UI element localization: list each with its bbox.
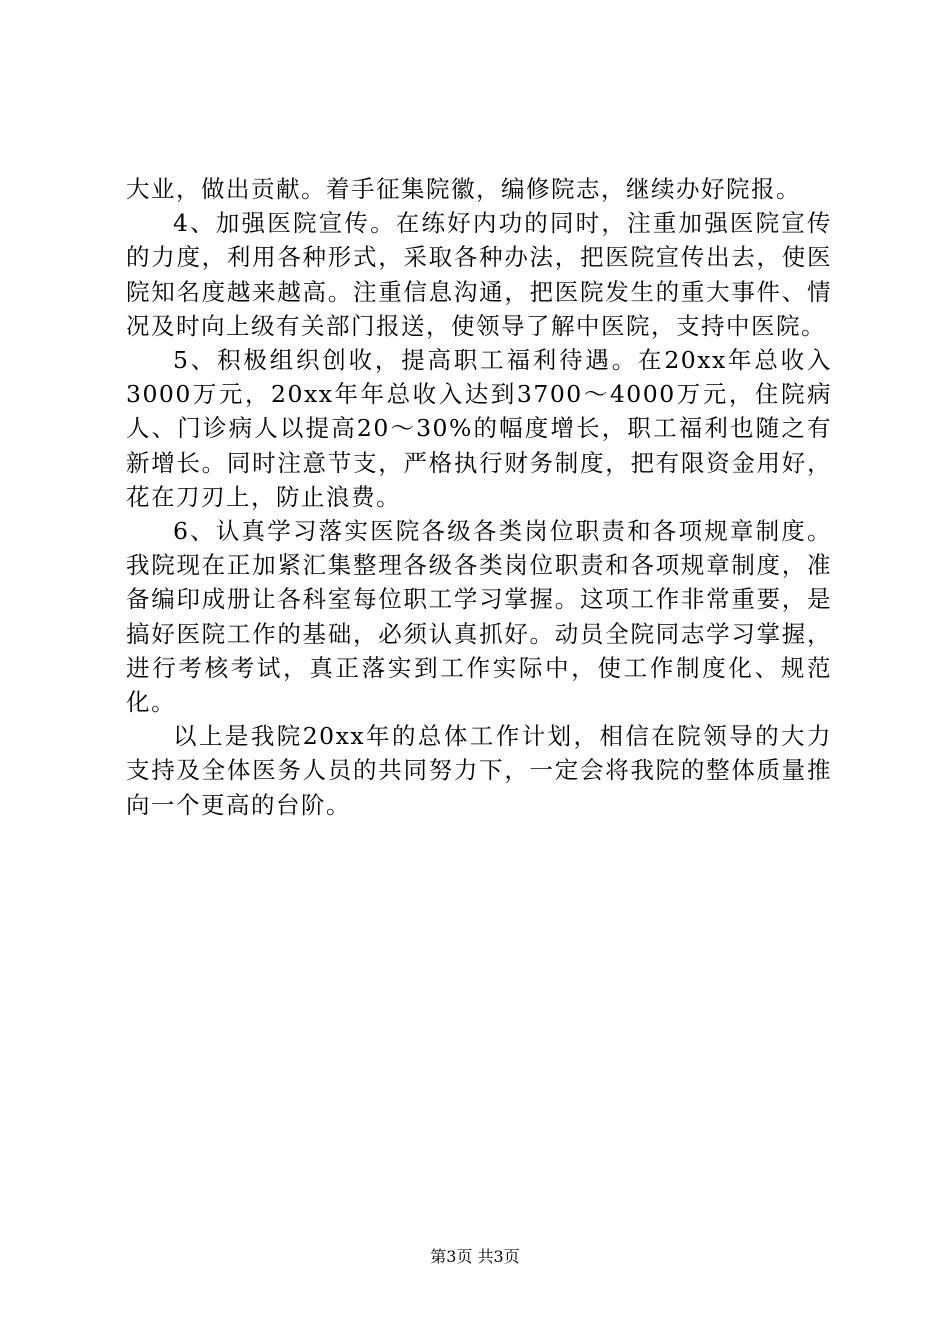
paragraph-hospital-publicity: 4、加强医院宣传。在练好内功的同时，注重加强医院宣传的力度，利用各种形式，采取各种办法，把医院宣传出去，使医院知名度越来越高。注重信息沟通，把医院发生的重大事件、情况及时向上级有关部门报送，使领导了解中医院，支持中医院。: [126, 209, 832, 340]
document-body: [126, 172, 832, 822]
paragraph-rules-regulations: 6、认真学习落实医院各级各类岗位职责和各项规章制度。我院现在正加紧汇集整理各级各类岗位职责和各项规章制度，准备编印成册让各科室每位职工学习掌握。这项工作非常重要，是搞好医院工作的基础，必须认真抓好。动员全院同志学习掌握，进行考核考试，真正落实到工作实际中，使工作制度化、规范化。: [126, 517, 832, 717]
paragraph-conclusion: 以上是我院20xx年的总体工作计划，相信在院领导的大力支持及全体医务人员的共同努力下，一定会将我院的整体质量推向一个更高的台阶。: [126, 722, 832, 819]
page-number-footer: 第3页 共3页: [430, 1247, 520, 1266]
paragraph-continuation: 大业，做出贡献。着手征集院徽，编修院志，继续办好院报。: [126, 175, 801, 203]
paragraph-revenue-welfare: 5、积极组织创收，提高职工福利待遇。在20xx年总收入3000万元，20xx年年总收入达到3700～4000万元，住院病人、门诊病人以提高20～30%的幅度增长，职工福利也随之有新增长。同时注意节支，严格执行财务制度，把有限资金用好，花在刀刃上，防止浪费。: [126, 346, 832, 511]
